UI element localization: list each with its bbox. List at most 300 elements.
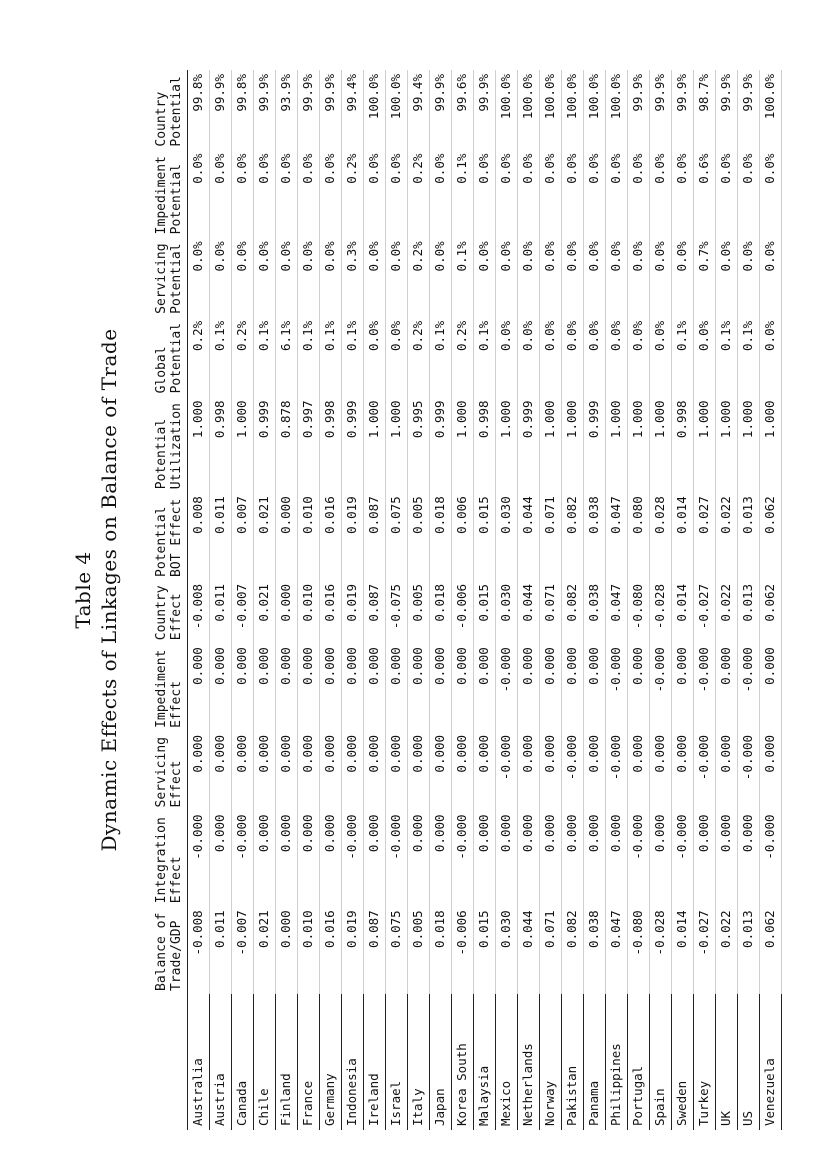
value-cell: 0.997	[298, 396, 320, 492]
value-cell: -0.000	[496, 643, 518, 731]
country-name-cell: Malaysia	[474, 994, 496, 1130]
value-cell: 0.0%	[276, 150, 298, 238]
value-cell: 0.015	[474, 906, 496, 994]
value-cell: -0.000	[232, 810, 254, 906]
value-cell: 0.005	[408, 906, 430, 994]
value-cell: 0.000	[320, 731, 342, 811]
value-cell: 0.0%	[496, 150, 518, 238]
value-cell: 99.9%	[738, 70, 760, 150]
value-cell: 99.4%	[408, 70, 430, 150]
value-cell: 0.1%	[254, 317, 276, 397]
value-cell: 0.000	[474, 643, 496, 731]
value-cell: -0.000	[606, 643, 628, 731]
table-row	[694, 70, 716, 1130]
value-cell: 100.0%	[606, 70, 628, 150]
value-cell: 100.0%	[540, 70, 562, 150]
value-cell: -0.000	[760, 810, 782, 906]
value-cell: 0.000	[540, 810, 562, 906]
value-cell: 0.000	[584, 731, 606, 811]
value-cell: 0.030	[496, 580, 518, 643]
value-cell: 0.000	[672, 731, 694, 811]
value-cell: -0.008	[188, 580, 210, 643]
value-cell: 0.038	[584, 580, 606, 643]
column-header-country	[154, 994, 188, 1130]
value-cell: -0.000	[694, 731, 716, 811]
column-header-line2: Trade/GDP	[169, 920, 184, 991]
value-cell: 0.0%	[386, 237, 408, 317]
column-header-line2: Potential	[169, 76, 184, 147]
value-cell: 0.0%	[232, 237, 254, 317]
table-body	[188, 70, 782, 1130]
value-cell: 0.0%	[738, 237, 760, 317]
value-cell: 0.878	[276, 396, 298, 492]
column-header-line1: Global	[154, 346, 169, 394]
table-row	[518, 70, 540, 1130]
value-cell: 0.071	[540, 906, 562, 994]
value-cell: 0.000	[738, 810, 760, 906]
value-cell: -0.007	[232, 906, 254, 994]
value-cell: 0.0%	[738, 150, 760, 238]
table-row	[562, 70, 584, 1130]
country-name-cell: Chile	[254, 994, 276, 1130]
value-cell: 0.038	[584, 906, 606, 994]
value-cell: 0.087	[364, 492, 386, 580]
value-cell: -0.006	[452, 580, 474, 643]
value-cell: 0.0%	[562, 317, 584, 397]
value-cell: 0.0%	[210, 150, 232, 238]
value-cell: 0.011	[210, 906, 232, 994]
value-cell: 0.1%	[738, 317, 760, 397]
results-table	[154, 70, 782, 1130]
value-cell: 0.082	[562, 580, 584, 643]
value-cell: 0.000	[430, 643, 452, 731]
table-row	[386, 70, 408, 1130]
column-header-line2: Utilization	[169, 403, 184, 490]
value-cell: 0.000	[408, 643, 430, 731]
value-cell: 0.010	[298, 580, 320, 643]
country-name-cell: Spain	[650, 994, 672, 1130]
value-cell: 93.9%	[276, 70, 298, 150]
value-cell: 0.016	[320, 580, 342, 643]
value-cell: 99.9%	[474, 70, 496, 150]
table-caption: Dynamic Effects of Linkages on Balance of Trade	[97, 328, 121, 852]
value-cell: 0.087	[364, 906, 386, 994]
value-cell: 0.0%	[562, 237, 584, 317]
value-cell: 0.044	[518, 580, 540, 643]
value-cell: 0.013	[738, 580, 760, 643]
value-cell: 0.0%	[650, 150, 672, 238]
value-cell: 0.0%	[760, 317, 782, 397]
value-cell: 0.000	[232, 643, 254, 731]
value-cell: 0.2%	[342, 150, 364, 238]
table-row	[298, 70, 320, 1130]
value-cell: 0.062	[760, 492, 782, 580]
value-cell: 0.0%	[672, 150, 694, 238]
value-cell: 0.014	[672, 492, 694, 580]
value-cell: 0.000	[650, 731, 672, 811]
value-cell: 0.000	[276, 810, 298, 906]
value-cell: 0.071	[540, 492, 562, 580]
country-name-cell: Portugal	[628, 994, 650, 1130]
value-cell: 0.000	[232, 731, 254, 811]
value-cell: 0.000	[210, 810, 232, 906]
value-cell: 0.1%	[716, 317, 738, 397]
value-cell: 1.000	[232, 396, 254, 492]
value-cell: 6.1%	[276, 317, 298, 397]
value-cell: 0.000	[364, 643, 386, 731]
value-cell: 1.000	[716, 396, 738, 492]
value-cell: 0.087	[364, 580, 386, 643]
value-cell: 1.000	[694, 396, 716, 492]
table-row	[408, 70, 430, 1130]
value-cell: -0.007	[232, 580, 254, 643]
value-cell: 0.999	[584, 396, 606, 492]
value-cell: 0.000	[430, 731, 452, 811]
value-cell: -0.000	[628, 810, 650, 906]
value-cell: 99.9%	[672, 70, 694, 150]
country-name-cell: UK	[716, 994, 738, 1130]
value-cell: 0.0%	[672, 237, 694, 317]
country-name-cell: Canada	[232, 994, 254, 1130]
column-header-line2: Potential	[169, 163, 184, 235]
country-name-cell: Italy	[408, 994, 430, 1130]
value-cell: 0.000	[562, 810, 584, 906]
value-cell: 0.0%	[518, 317, 540, 397]
country-name-cell: Germany	[320, 994, 342, 1130]
value-cell: 0.0%	[584, 150, 606, 238]
value-cell: 0.000	[562, 643, 584, 731]
value-cell: 0.0%	[386, 150, 408, 238]
value-cell: 0.000	[518, 643, 540, 731]
value-cell: 0.000	[760, 643, 782, 731]
value-cell: 0.0%	[540, 237, 562, 317]
value-cell: 0.000	[276, 731, 298, 811]
column-header-line1: Impediment	[154, 649, 169, 728]
country-name-cell: Korea South	[452, 994, 474, 1130]
value-cell: 100.0%	[386, 70, 408, 150]
value-cell: 0.000	[474, 731, 496, 811]
value-cell: 0.000	[320, 643, 342, 731]
value-cell: -0.000	[738, 643, 760, 731]
value-cell: -0.000	[672, 810, 694, 906]
value-cell: 0.000	[716, 810, 738, 906]
value-cell: 0.2%	[408, 317, 430, 397]
value-cell: 0.080	[628, 492, 650, 580]
column-header-line1: Integration	[154, 817, 169, 904]
value-cell: -0.000	[496, 731, 518, 811]
value-cell: 0.000	[408, 731, 430, 811]
table-row	[342, 70, 364, 1130]
value-cell: 0.6%	[694, 150, 716, 238]
country-name-cell: Turkey	[694, 994, 716, 1130]
value-cell: 0.000	[540, 643, 562, 731]
value-cell: 99.9%	[320, 70, 342, 150]
value-cell: 1.000	[738, 396, 760, 492]
value-cell: 0.014	[672, 906, 694, 994]
value-cell: 0.019	[342, 580, 364, 643]
value-cell: 0.038	[584, 492, 606, 580]
value-cell: 99.9%	[650, 70, 672, 150]
value-cell: 0.0%	[210, 237, 232, 317]
value-cell: 0.0%	[540, 317, 562, 397]
value-cell: 0.021	[254, 492, 276, 580]
value-cell: 0.000	[364, 731, 386, 811]
value-cell: 100.0%	[496, 70, 518, 150]
country-name-cell: Ireland	[364, 994, 386, 1130]
column-header-line2: Effect	[169, 593, 184, 641]
value-cell: 0.0%	[276, 237, 298, 317]
value-cell: 0.1%	[452, 150, 474, 238]
value-cell: 0.011	[210, 492, 232, 580]
value-cell: -0.028	[650, 580, 672, 643]
value-cell: 0.0%	[716, 237, 738, 317]
value-cell: 0.030	[496, 492, 518, 580]
value-cell: 0.0%	[474, 237, 496, 317]
country-name-cell: Austria	[210, 994, 232, 1130]
value-cell: 0.000	[298, 810, 320, 906]
value-cell: 0.0%	[518, 150, 540, 238]
value-cell: 0.000	[694, 810, 716, 906]
value-cell: 0.000	[518, 731, 540, 811]
value-cell: 0.000	[452, 731, 474, 811]
value-cell: 0.000	[584, 810, 606, 906]
value-cell: 1.000	[606, 396, 628, 492]
column-header	[154, 237, 188, 317]
value-cell: 0.0%	[716, 150, 738, 238]
value-cell: -0.000	[738, 731, 760, 811]
value-cell: 0.000	[650, 810, 672, 906]
value-cell: 0.000	[628, 731, 650, 811]
value-cell: 0.000	[386, 643, 408, 731]
value-cell: 0.008	[188, 492, 210, 580]
value-cell: 0.022	[716, 580, 738, 643]
value-cell: 0.0%	[364, 317, 386, 397]
value-cell: 99.6%	[452, 70, 474, 150]
value-cell: 0.999	[254, 396, 276, 492]
value-cell: 0.0%	[430, 237, 452, 317]
value-cell: 0.000	[540, 731, 562, 811]
table-row	[584, 70, 606, 1130]
value-cell: 0.7%	[694, 237, 716, 317]
table-row	[650, 70, 672, 1130]
value-cell: 0.0%	[584, 237, 606, 317]
value-cell: -0.028	[650, 906, 672, 994]
country-name-cell: Indonesia	[342, 994, 364, 1130]
value-cell: 0.0%	[760, 150, 782, 238]
value-cell: -0.080	[628, 580, 650, 643]
value-cell: 0.000	[584, 643, 606, 731]
value-cell: -0.075	[386, 580, 408, 643]
value-cell: 0.000	[430, 810, 452, 906]
value-cell: 0.006	[452, 492, 474, 580]
column-header-line2: BOT Effect	[169, 498, 184, 577]
value-cell: 0.0%	[496, 237, 518, 317]
table-row	[716, 70, 738, 1130]
column-header	[154, 906, 188, 994]
value-cell: 0.0%	[364, 150, 386, 238]
value-cell: -0.027	[694, 906, 716, 994]
value-cell: 0.000	[254, 810, 276, 906]
value-cell: 0.071	[540, 580, 562, 643]
value-cell: 99.9%	[298, 70, 320, 150]
column-header-line2: Effect	[169, 680, 184, 728]
country-name-cell: Mexico	[496, 994, 518, 1130]
value-cell: 0.0%	[254, 150, 276, 238]
value-cell: 0.1%	[430, 317, 452, 397]
value-cell: 0.2%	[408, 150, 430, 238]
value-cell: 0.000	[276, 643, 298, 731]
column-header-line1: Country	[154, 585, 169, 641]
table-title-block	[70, 50, 122, 1130]
value-cell: -0.008	[188, 906, 210, 994]
value-cell: 0.0%	[518, 237, 540, 317]
value-cell: 0.000	[254, 731, 276, 811]
value-cell: 0.000	[320, 810, 342, 906]
value-cell: 100.0%	[584, 70, 606, 150]
value-cell: 100.0%	[518, 70, 540, 150]
value-cell: 99.9%	[430, 70, 452, 150]
value-cell: 0.000	[210, 643, 232, 731]
value-cell: -0.080	[628, 906, 650, 994]
value-cell: 0.0%	[650, 317, 672, 397]
value-cell: 0.1%	[342, 317, 364, 397]
value-cell: 0.062	[760, 580, 782, 643]
value-cell: 0.999	[342, 396, 364, 492]
value-cell: 0.1%	[210, 317, 232, 397]
value-cell: 99.4%	[342, 70, 364, 150]
value-cell: 0.0%	[188, 150, 210, 238]
value-cell: 0.0%	[496, 317, 518, 397]
value-cell: 100.0%	[364, 70, 386, 150]
value-cell: 0.000	[474, 810, 496, 906]
value-cell: 0.000	[188, 643, 210, 731]
value-cell: 0.000	[342, 643, 364, 731]
value-cell: 0.000	[298, 643, 320, 731]
value-cell: 0.007	[232, 492, 254, 580]
value-cell: 0.0%	[628, 237, 650, 317]
value-cell: 0.0%	[694, 317, 716, 397]
column-header-line1: Potential	[154, 506, 169, 577]
value-cell: 0.019	[342, 492, 364, 580]
value-cell: 0.047	[606, 580, 628, 643]
value-cell: -0.000	[386, 810, 408, 906]
value-cell: 1.000	[760, 396, 782, 492]
value-cell: 0.0%	[474, 150, 496, 238]
table-row	[760, 70, 782, 1130]
value-cell: -0.000	[452, 810, 474, 906]
value-cell: -0.000	[342, 810, 364, 906]
value-cell: 0.1%	[474, 317, 496, 397]
country-name-cell: Australia	[188, 994, 210, 1130]
value-cell: 0.0%	[386, 317, 408, 397]
value-cell: 100.0%	[562, 70, 584, 150]
table-row	[320, 70, 342, 1130]
value-cell: 0.000	[386, 731, 408, 811]
value-cell: 0.0%	[628, 317, 650, 397]
country-name-cell: France	[298, 994, 320, 1130]
column-header	[154, 580, 188, 643]
value-cell: 0.082	[562, 906, 584, 994]
column-header	[154, 396, 188, 492]
column-header-line1: Potential	[154, 418, 169, 490]
table-row	[628, 70, 650, 1130]
value-cell: 0.082	[562, 492, 584, 580]
value-cell: 0.000	[254, 643, 276, 731]
value-cell: 0.1%	[320, 317, 342, 397]
value-cell: 1.000	[562, 396, 584, 492]
value-cell: 1.000	[628, 396, 650, 492]
value-cell: 0.0%	[298, 150, 320, 238]
value-cell: 0.014	[672, 580, 694, 643]
value-cell: 99.9%	[210, 70, 232, 150]
value-cell: 0.2%	[188, 317, 210, 397]
value-cell: 0.015	[474, 492, 496, 580]
column-header-line2: Effect	[169, 760, 184, 808]
column-header	[154, 150, 188, 238]
table-row	[188, 70, 210, 1130]
value-cell: 0.075	[386, 906, 408, 994]
value-cell: 1.000	[650, 396, 672, 492]
value-cell: 0.0%	[320, 150, 342, 238]
value-cell: 0.0%	[562, 150, 584, 238]
value-cell: -0.000	[562, 731, 584, 811]
value-cell: 0.0%	[254, 237, 276, 317]
value-cell: 0.0%	[606, 317, 628, 397]
table-row	[474, 70, 496, 1130]
header-row	[154, 70, 188, 1130]
value-cell: 0.0%	[606, 237, 628, 317]
value-cell: 0.000	[364, 810, 386, 906]
value-cell: 0.0%	[188, 237, 210, 317]
value-cell: 0.000	[276, 580, 298, 643]
value-cell: 0.2%	[452, 317, 474, 397]
value-cell: 0.044	[518, 906, 540, 994]
column-header-line2: Potential	[169, 322, 184, 394]
value-cell: 0.0%	[232, 150, 254, 238]
table-row	[672, 70, 694, 1130]
column-header-line2: Effect	[169, 856, 184, 904]
value-cell: 0.2%	[232, 317, 254, 397]
country-name-cell: Israel	[386, 994, 408, 1130]
value-cell: -0.000	[188, 810, 210, 906]
value-cell: -0.000	[606, 731, 628, 811]
value-cell: 0.0%	[298, 237, 320, 317]
value-cell: 0.018	[430, 906, 452, 994]
value-cell: 0.022	[716, 492, 738, 580]
table-row	[210, 70, 232, 1130]
table-row	[430, 70, 452, 1130]
table-row	[254, 70, 276, 1130]
column-header	[154, 317, 188, 397]
country-name-cell: Panama	[584, 994, 606, 1130]
column-header	[154, 70, 188, 150]
value-cell: 99.9%	[254, 70, 276, 150]
value-cell: 0.044	[518, 492, 540, 580]
value-cell: 99.8%	[188, 70, 210, 150]
table-row	[232, 70, 254, 1130]
value-cell: 0.000	[408, 810, 430, 906]
column-header	[154, 643, 188, 731]
value-cell: 100.0%	[760, 70, 782, 150]
value-cell: 0.010	[298, 492, 320, 580]
value-cell: 0.998	[474, 396, 496, 492]
value-cell: 0.0%	[650, 237, 672, 317]
value-cell: 0.062	[760, 906, 782, 994]
value-cell: -0.000	[650, 643, 672, 731]
table-row	[364, 70, 386, 1130]
table-row	[540, 70, 562, 1130]
table-row	[738, 70, 760, 1130]
